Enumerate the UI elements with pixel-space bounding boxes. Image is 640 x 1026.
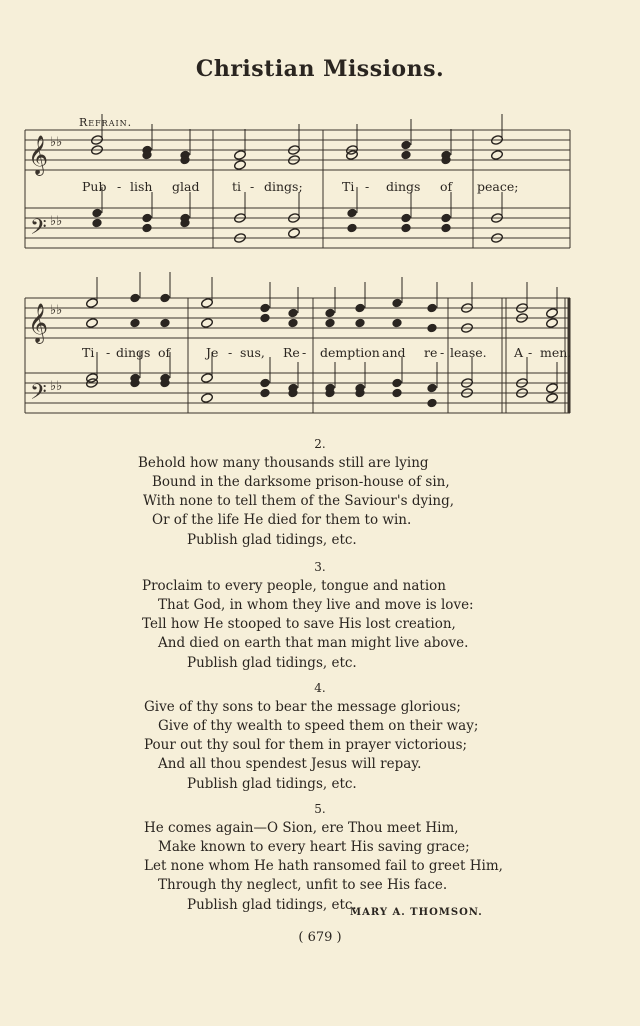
verse-number: 4. — [314, 681, 326, 695]
bass-clef-icon: 𝄢 — [30, 380, 47, 410]
lyric-2-6: sus, — [240, 345, 265, 360]
lyric-1-10: of — [440, 179, 453, 194]
verse-line: And died on earth that man might live above. — [158, 635, 469, 651]
bass1-note-0-0 — [91, 208, 102, 218]
treble-clef-icon: 𝄞 — [28, 303, 49, 343]
lyric-1-9: dings — [386, 179, 421, 194]
verse-line: And all thou spendest Jesus will repay. — [158, 756, 422, 772]
bass-clef-icon: 𝄢 — [30, 215, 47, 245]
lyric-1-2: lish — [130, 179, 153, 194]
lyric-1-11: peace; — [477, 179, 519, 194]
lyric-2-11: re — [424, 345, 438, 360]
bass1-note-6-0 — [400, 213, 411, 223]
treble1-note-3-1 — [234, 160, 247, 171]
treble2-note-7-1 — [354, 318, 365, 328]
bass2-note-9-0 — [426, 383, 437, 393]
treble-staff-1 — [25, 130, 570, 170]
verse-line: Through thy neglect, unfit to see His face. — [158, 877, 448, 893]
treble2-note-9-0 — [426, 303, 437, 313]
treble1-note-8-1 — [491, 150, 504, 161]
bass1-note-1-1 — [141, 223, 152, 233]
bass2-note-3-1 — [201, 393, 214, 404]
bass1-note-5-0 — [346, 208, 357, 218]
treble2-note-8-0 — [391, 298, 402, 308]
lyric-2-2: dings — [116, 345, 151, 360]
verse-line: Behold how many thousands still are lying — [138, 455, 429, 471]
treble2-note-2-1 — [159, 318, 170, 328]
bass2-note-8-1 — [391, 388, 402, 398]
bass2-note-8-0 — [391, 378, 402, 388]
flat-icon: ♭♭ — [50, 379, 63, 394]
treble2-note-12-1 — [546, 318, 559, 329]
verse-line: Let none whom He hath ransomed fail to greet Him, — [144, 858, 503, 874]
lyric-2-10: and — [382, 345, 406, 360]
bass1-note-4-1 — [288, 228, 301, 239]
bass1-note-1-0 — [141, 213, 152, 223]
lyric-1-0: Pub — [82, 179, 107, 194]
treble2-note-8-1 — [391, 318, 402, 328]
bass1-note-7-1 — [440, 223, 451, 233]
verse-line: Give of thy wealth to speed them on their way; — [158, 718, 479, 734]
verse-line: Make known to every heart His saving grace; — [158, 839, 470, 855]
treble2-note-6-1 — [324, 318, 335, 328]
treble2-note-6-0 — [324, 308, 335, 318]
treble1-note-6-0 — [400, 140, 411, 150]
flat-icon: ♭♭ — [50, 214, 63, 229]
lyrics-system-1 — [82, 179, 518, 194]
lyric-2-8: - — [302, 345, 307, 360]
lyric-1-3: glad — [172, 179, 200, 194]
lyric-1-5: - — [250, 179, 255, 194]
author-credit: MARY A. THOMSON. — [350, 907, 483, 918]
hymn-title: Christian Missions. — [195, 56, 445, 82]
verse-refrain: Publish glad tidings, etc. — [187, 532, 357, 548]
verse-line: Tell how He stooped to save His lost creation, — [142, 616, 456, 632]
bass2-note-9-1 — [426, 398, 437, 408]
verse-line: Bound in the darksome prison-house of sin, — [152, 474, 450, 490]
bass1-note-7-0 — [440, 213, 451, 223]
treble-clef-icon: 𝄞 — [28, 135, 49, 175]
lyric-2-14: A — [514, 345, 524, 360]
verse-number: 3. — [314, 560, 326, 574]
refrain-label: Refrain. — [79, 116, 133, 129]
verse-refrain: Publish glad tidings, etc. — [187, 655, 357, 671]
bass2-note-4-0 — [259, 378, 270, 388]
lyric-2-5: - — [228, 345, 233, 360]
lyric-2-16: men. — [540, 345, 572, 360]
bass2-note-4-1 — [259, 388, 270, 398]
verse-refrain: Publish glad tidings, etc. — [187, 897, 357, 913]
bass1-note-0-1 — [91, 218, 102, 228]
lyric-2-7: Re — [283, 345, 300, 360]
notes-system-2 — [86, 272, 559, 408]
lyric-1-6: dings; — [264, 179, 303, 194]
lyric-1-7: Ti — [342, 179, 355, 194]
treble2-note-0-1 — [86, 318, 99, 329]
flat-icon: ♭♭ — [50, 135, 63, 150]
verse-line: Or of the life He died for them to win. — [152, 512, 412, 528]
page-number: ( 679 ) — [298, 930, 342, 945]
lyric-2-4: Je — [206, 345, 219, 360]
bass1-note-6-1 — [400, 223, 411, 233]
treble2-note-3-1 — [201, 318, 214, 329]
treble2-note-4-1 — [259, 313, 270, 323]
lyric-2-0: Ti — [82, 345, 95, 360]
treble2-note-9-1 — [426, 323, 437, 333]
lyrics-system-2 — [82, 345, 571, 360]
bass2-note-12-1 — [546, 393, 559, 404]
lyric-1-8: - — [365, 179, 370, 194]
lyric-2-13: lease. — [450, 345, 487, 360]
bass1-note-5-1 — [346, 223, 357, 233]
treble2-note-5-1 — [287, 318, 298, 328]
verse-number: 5. — [314, 802, 326, 816]
treble2-note-4-0 — [259, 303, 270, 313]
verse-line: Give of thy sons to bear the message glorious; — [144, 699, 461, 715]
treble1-note-6-1 — [400, 150, 411, 160]
treble2-note-5-0 — [287, 308, 298, 318]
lyric-1-4: ti — [232, 179, 242, 194]
lyric-2-12: - — [440, 345, 445, 360]
music-score — [0, 0, 640, 430]
lyric-2-1: - — [106, 345, 111, 360]
lyric-2-9: demption — [320, 345, 380, 360]
lyric-2-3: of — [158, 345, 171, 360]
verse-number: 2. — [314, 437, 326, 451]
treble1-note-5-1 — [346, 150, 359, 161]
verse-line: With none to tell them of the Saviour's dying, — [143, 493, 455, 509]
lyric-1-1: - — [117, 179, 122, 194]
verse-line: Proclaim to every people, tongue and nation — [142, 578, 446, 594]
lyric-2-15: - — [528, 345, 533, 360]
treble2-note-7-0 — [354, 303, 365, 313]
verse-line: Pour out thy soul for them in prayer victorious; — [144, 737, 468, 753]
verse-line: He comes again—O Sion, ere Thou meet Him, — [144, 820, 459, 836]
treble2-note-2-0 — [159, 293, 170, 303]
flat-icon: ♭♭ — [50, 303, 63, 318]
treble2-note-1-1 — [129, 318, 140, 328]
verse-line: That God, in whom they live and move is love: — [158, 597, 474, 613]
verse-refrain: Publish glad tidings, etc. — [187, 776, 357, 792]
treble2-note-1-0 — [129, 293, 140, 303]
